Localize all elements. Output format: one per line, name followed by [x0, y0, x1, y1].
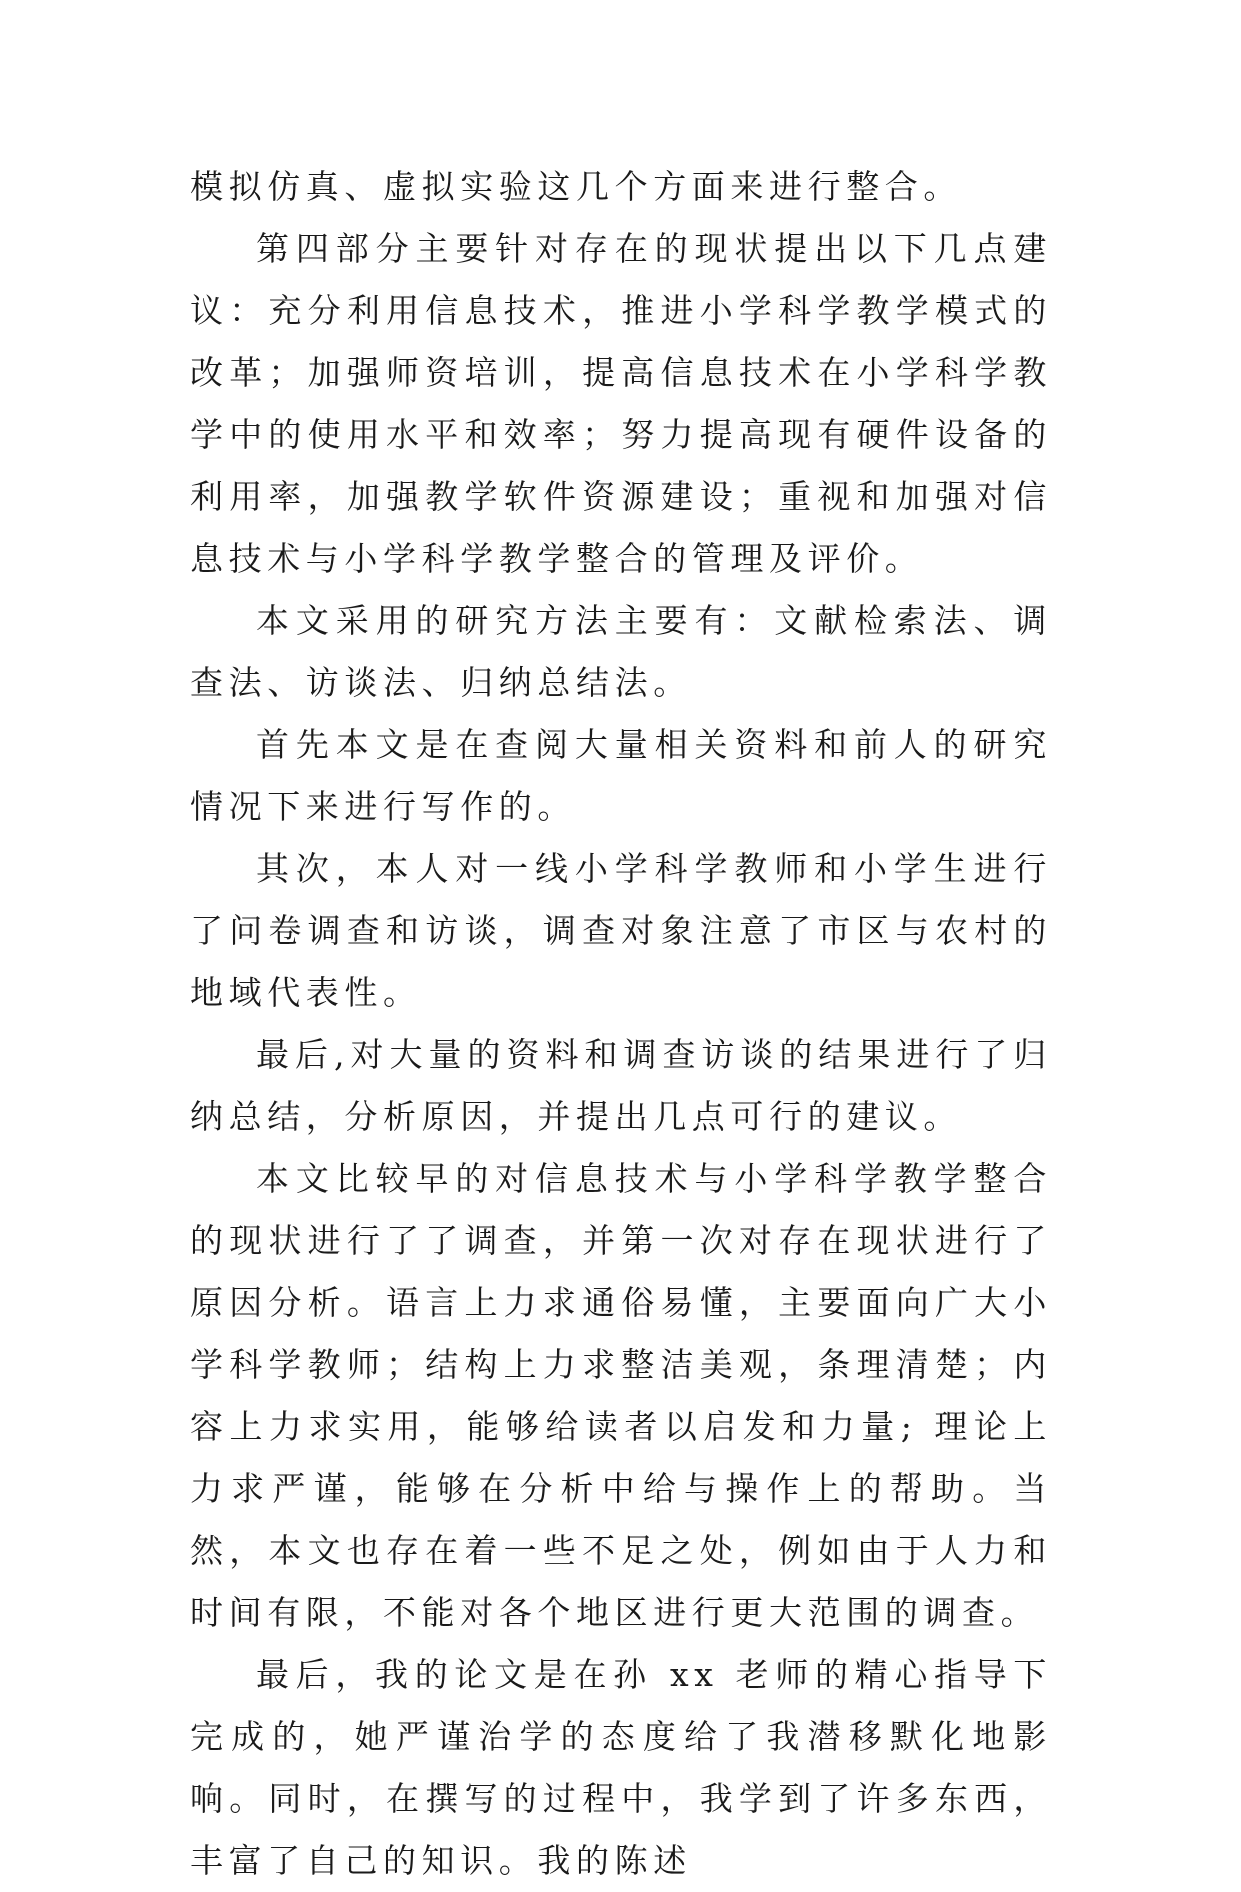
paragraph-continuation: 模拟仿真、虚拟实验这几个方面来进行整合。 [190, 167, 962, 206]
document-body [190, 156, 1052, 1892]
paragraph-methods: 本文采用的研究方法主要有：文献检索法、调查法、访谈法、归纳总结法。 [190, 601, 1052, 702]
paragraph-suggestions: 第四部分主要针对存在的现状提出以下几点建议：充分利用信息技术，推进小学科学教学模式的改革；加强师资培训，提高信息技术在小学科学教学中的使用水平和效率；努力提高现有硬件设备的利用率，加强教学软件资源建设；重视和加强对信息技术与小学科学教学整合的管理及评价。 [190, 229, 1052, 578]
paragraph-first: 首先本文是在查阅大量相关资料和前人的研究情况下来进行写作的。 [190, 725, 1052, 826]
paragraph-acknowledgement: 最后，我的论文是在孙 xx 老师的精心指导下完成的，她严谨治学的态度给了我潜移默化地影响。同时，在撰写的过程中，我学到了许多东西，丰富了自己的知识。我的陈述 [190, 1655, 1052, 1880]
paragraph-second: 其次，本人对一线小学科学教师和小学生进行了问卷调查和访谈，调查对象注意了市区与农村的地域代表性。 [190, 849, 1052, 1012]
paragraph-finally: 最后,对大量的资料和调查访谈的结果进行了归纳总结，分析原因，并提出几点可行的建议。 [190, 1035, 1052, 1136]
paragraph-features: 本文比较早的对信息技术与小学科学教学整合的现状进行了了调查，并第一次对存在现状进行了原因分析。语言上力求通俗易懂，主要面向广大小学科学教师；结构上力求整洁美观，条理清楚；内容上力求实用，能够给读者以启发和力量; 理论上力求严谨，能够在分析中给与操作上的帮助。当然，本文也存在着一些不足之处，例如由于人力和时间有限，不能对各个地区进行更大范围的调查。 [190, 1159, 1052, 1632]
